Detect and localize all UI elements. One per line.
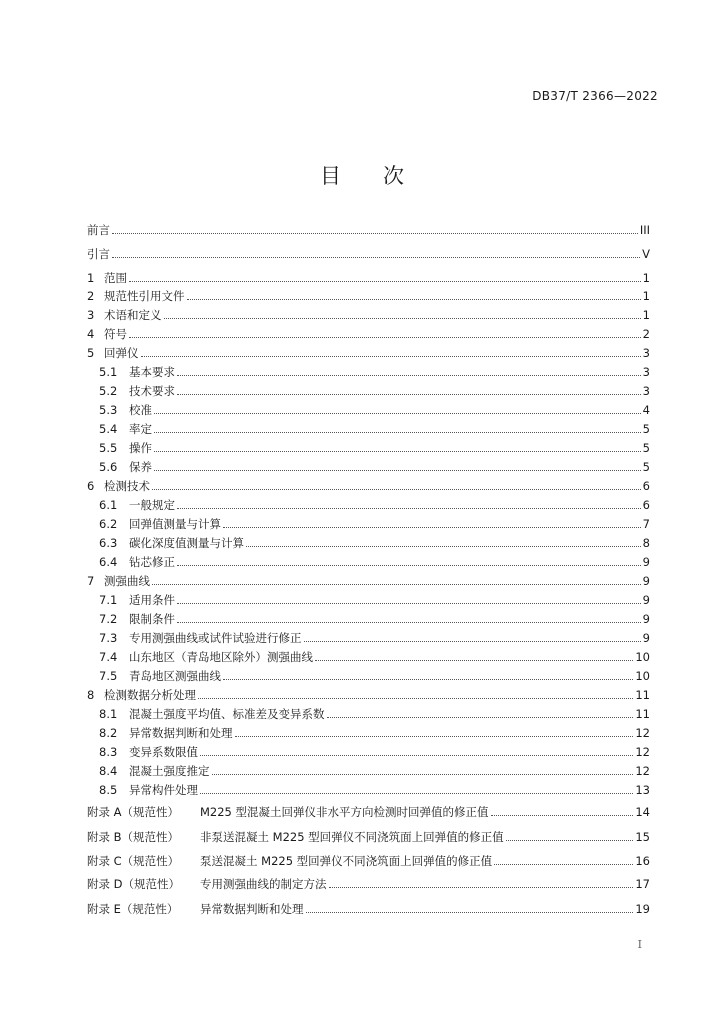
toc-entry-title: 规范性引用文件	[104, 289, 185, 303]
toc-entry[interactable]	[99, 665, 650, 683]
toc-entry-title: 检测技术	[104, 479, 150, 493]
toc-entry-page: 12	[635, 764, 650, 778]
toc-entry-number: 7.2	[99, 612, 118, 626]
dot-leader	[198, 697, 633, 699]
toc-entry[interactable]	[87, 285, 650, 303]
toc-entry-page: 5	[642, 441, 650, 455]
dot-leader	[491, 814, 634, 816]
toc-entry-number: 5	[87, 346, 95, 360]
dot-leader	[154, 469, 641, 471]
toc-entry-number: 1	[87, 271, 95, 285]
toc-entry-page: 3	[642, 346, 650, 360]
toc-entry[interactable]	[99, 779, 650, 797]
toc-entry-page: 12	[635, 745, 650, 759]
toc-entry-title: 保养	[129, 460, 152, 474]
toc-entry-title: M225 型混凝土回弹仪非水平方向检测时回弹值的修正值	[200, 805, 489, 819]
toc-entry-title: 基本要求	[129, 365, 175, 379]
dot-leader	[129, 280, 641, 282]
toc-entry-number: 5.2	[99, 384, 118, 398]
toc-entry-number: 7.4	[99, 650, 118, 664]
toc-entry-title: 术语和定义	[104, 308, 162, 322]
dot-leader	[327, 716, 634, 718]
toc-entry[interactable]	[87, 570, 650, 588]
toc-entry[interactable]	[99, 589, 650, 607]
toc-entry[interactable]	[99, 494, 650, 512]
toc-entry-page: 8	[642, 536, 650, 550]
toc-entry[interactable]	[99, 437, 650, 455]
toc-entry-title: 碳化深度值测量与计算	[129, 536, 244, 550]
toc-entry-title: 专用测强曲线或试件试验进行修正	[129, 631, 302, 645]
toc-entry-page: 9	[642, 612, 650, 626]
dot-leader	[177, 393, 641, 395]
toc-entry-title: 异常构件处理	[129, 783, 198, 797]
toc-entry[interactable]	[99, 608, 650, 626]
toc-entry-title: 回弹仪	[104, 346, 139, 360]
toc-entry-page: 10	[635, 669, 650, 683]
toc-entry[interactable]	[99, 361, 650, 379]
toc-entry[interactable]	[99, 380, 650, 398]
toc-entry-number: 7.5	[99, 669, 118, 683]
toc-entry-number: 6.4	[99, 555, 118, 569]
toc-entry-number: 3	[87, 308, 95, 322]
toc-entry[interactable]	[87, 684, 650, 702]
toc-entry-page: 19	[635, 902, 650, 916]
toc-entry-number: 8	[87, 688, 95, 702]
dot-leader	[154, 431, 641, 433]
toc-entry[interactable]	[87, 801, 650, 819]
toc-entry-page: 5	[642, 422, 650, 436]
title-part-1: 目	[320, 164, 341, 188]
toc-entry-page: 9	[642, 593, 650, 607]
toc-entry-title: 专用测强曲线的制定方法	[200, 877, 327, 891]
toc-entry-title: 测强曲线	[104, 574, 150, 588]
toc-entry-number: 4	[87, 327, 95, 341]
toc-entry-title: 异常数据判断和处理	[129, 726, 233, 740]
dot-leader	[506, 839, 634, 841]
page-title	[0, 160, 724, 190]
toc-entry-title: 一般规定	[129, 498, 175, 512]
toc-entry-title: 操作	[129, 441, 152, 455]
title-part-2: 次	[383, 164, 404, 188]
toc-entry-page: 11	[635, 707, 650, 721]
toc-entry[interactable]	[99, 627, 650, 645]
toc-entry-number: 附录 B（规范性）	[87, 830, 180, 844]
toc-entry-number: 8.4	[99, 764, 118, 778]
toc-entry-page: 11	[635, 688, 650, 702]
toc-entry-title: 范围	[104, 271, 127, 285]
toc-entry[interactable]	[99, 418, 650, 436]
toc-entry-page: 5	[642, 460, 650, 474]
toc-entry[interactable]	[87, 267, 650, 285]
toc-entry-title: 混凝土强度推定	[129, 764, 210, 778]
toc-entry-title: 检测数据分析处理	[104, 688, 196, 702]
dot-leader	[152, 488, 641, 490]
toc-entry-title: 钻芯修正	[129, 555, 175, 569]
toc-entry-page: 9	[642, 574, 650, 588]
toc-entry-page: 17	[635, 877, 650, 891]
toc-entry[interactable]	[87, 873, 650, 891]
dot-leader	[246, 545, 641, 547]
toc-entry-page: 1	[642, 271, 650, 285]
dot-leader	[329, 886, 634, 888]
toc-entry[interactable]	[99, 456, 650, 474]
toc-entry-number: 6	[87, 479, 95, 493]
toc-entry-number: 6.3	[99, 536, 118, 550]
toc-entry-number: 5.1	[99, 365, 118, 379]
toc-entry[interactable]	[87, 342, 650, 360]
toc-entry-number: 8.2	[99, 726, 118, 740]
toc-entry-number: 7.3	[99, 631, 118, 645]
dot-leader	[494, 863, 633, 865]
dot-leader	[200, 792, 633, 794]
toc-entry[interactable]	[87, 219, 650, 237]
toc-entry-number: 附录 D（规范性）	[87, 877, 181, 891]
toc-entry[interactable]	[99, 760, 650, 778]
dot-leader	[154, 412, 641, 414]
toc-entry[interactable]	[87, 475, 650, 493]
toc-entry-title: 符号	[104, 327, 127, 341]
toc-entry-title: 引言	[87, 247, 110, 261]
toc-entry[interactable]	[87, 898, 650, 916]
dot-leader	[212, 773, 634, 775]
toc-entry-page: 16	[635, 854, 650, 868]
toc-entry[interactable]	[87, 826, 650, 844]
dot-leader	[177, 621, 641, 623]
toc-entry-title: 混凝土强度平均值、标准差及变异系数	[129, 707, 325, 721]
toc-entry-page: III	[639, 223, 650, 237]
toc-entry-page: 6	[642, 479, 650, 493]
dot-leader	[152, 583, 641, 585]
toc-entry-title: 非泵送混凝土 M225 型回弹仪不同浇筑面上回弹值的修正值	[200, 830, 504, 844]
toc-entry[interactable]	[87, 304, 650, 322]
dot-leader	[200, 754, 633, 756]
toc-entry-page: 3	[642, 384, 650, 398]
toc-entry-page: 1	[642, 289, 650, 303]
toc-entry-title: 青岛地区测强曲线	[129, 669, 221, 683]
toc-entry-page: 4	[642, 403, 650, 417]
toc-entry-number: 附录 A（规范性）	[87, 805, 180, 819]
dot-leader	[164, 317, 641, 319]
toc-entry-page: 7	[642, 517, 650, 531]
dot-leader	[187, 298, 641, 300]
dot-leader	[223, 678, 633, 680]
toc-entry-title: 率定	[129, 422, 152, 436]
toc-entry-number: 5.3	[99, 403, 118, 417]
toc-entry-number: 6.1	[99, 498, 118, 512]
toc-entry-page: 13	[635, 783, 650, 797]
dot-leader	[177, 564, 641, 566]
toc-entry-title: 校准	[129, 403, 152, 417]
toc-entry[interactable]	[99, 741, 650, 759]
toc-entry-number: 7	[87, 574, 95, 588]
toc-entry[interactable]	[99, 722, 650, 740]
toc-entry-number: 5.4	[99, 422, 118, 436]
toc-entry-page: 10	[635, 650, 650, 664]
document-code: DB37/T 2366—2022	[532, 89, 658, 103]
toc-entry[interactable]	[87, 850, 650, 868]
toc-entry[interactable]	[87, 323, 650, 341]
dot-leader	[112, 232, 638, 234]
toc-entry-number: 8.3	[99, 745, 118, 759]
toc-entry-number: 6.2	[99, 517, 118, 531]
toc-entry-page: 1	[642, 308, 650, 322]
toc-entry-number: 附录 C（规范性）	[87, 854, 180, 868]
toc-entry[interactable]	[99, 399, 650, 417]
dot-leader	[304, 640, 641, 642]
toc-entry-page: 12	[635, 726, 650, 740]
toc-entry-page: 14	[635, 805, 650, 819]
toc-entry-title: 限制条件	[129, 612, 175, 626]
toc-entry-title: 适用条件	[129, 593, 175, 607]
toc-entry[interactable]	[99, 551, 650, 569]
dot-leader	[129, 336, 641, 338]
toc-entry-number: 附录 E（规范性）	[87, 902, 179, 916]
toc-entry-number: 8.1	[99, 707, 118, 721]
toc-entry-number: 7.1	[99, 593, 118, 607]
dot-leader	[141, 355, 641, 357]
toc-entry[interactable]	[99, 513, 650, 531]
toc-entry-page: 9	[642, 555, 650, 569]
toc-entry-number: 2	[87, 289, 95, 303]
toc-entry-number: 8.5	[99, 783, 118, 797]
dot-leader	[112, 256, 640, 258]
dot-leader	[177, 602, 641, 604]
dot-leader	[306, 911, 634, 913]
toc-entry-page: 3	[642, 365, 650, 379]
toc-entry-title: 山东地区（青岛地区除外）测强曲线	[129, 650, 313, 664]
toc-entry-title: 技术要求	[129, 384, 175, 398]
toc-entry-title: 异常数据判断和处理	[200, 902, 304, 916]
toc-entry[interactable]	[99, 532, 650, 550]
toc-entry-page: 15	[635, 830, 650, 844]
dot-leader	[177, 507, 641, 509]
toc-entry[interactable]	[99, 703, 650, 721]
dot-leader	[235, 735, 634, 737]
page-number: I	[637, 938, 642, 951]
toc-entry-number: 5.6	[99, 460, 118, 474]
dot-leader	[315, 659, 633, 661]
toc-entry-page: 2	[642, 327, 650, 341]
toc-entry-page: V	[642, 247, 650, 261]
toc-entry[interactable]	[87, 243, 650, 261]
dot-leader	[154, 450, 641, 452]
toc-entry-page: 6	[642, 498, 650, 512]
toc-entry-title: 回弹值测量与计算	[129, 517, 221, 531]
toc-entry-title: 前言	[87, 223, 110, 237]
toc-entry-title: 变异系数限值	[129, 745, 198, 759]
dot-leader	[223, 526, 641, 528]
toc-entry[interactable]	[99, 646, 650, 664]
dot-leader	[177, 374, 641, 376]
toc-entry-title: 泵送混凝土 M225 型回弹仪不同浇筑面上回弹值的修正值	[200, 854, 493, 868]
toc-entry-page: 9	[642, 631, 650, 645]
toc-entry-number: 5.5	[99, 441, 118, 455]
